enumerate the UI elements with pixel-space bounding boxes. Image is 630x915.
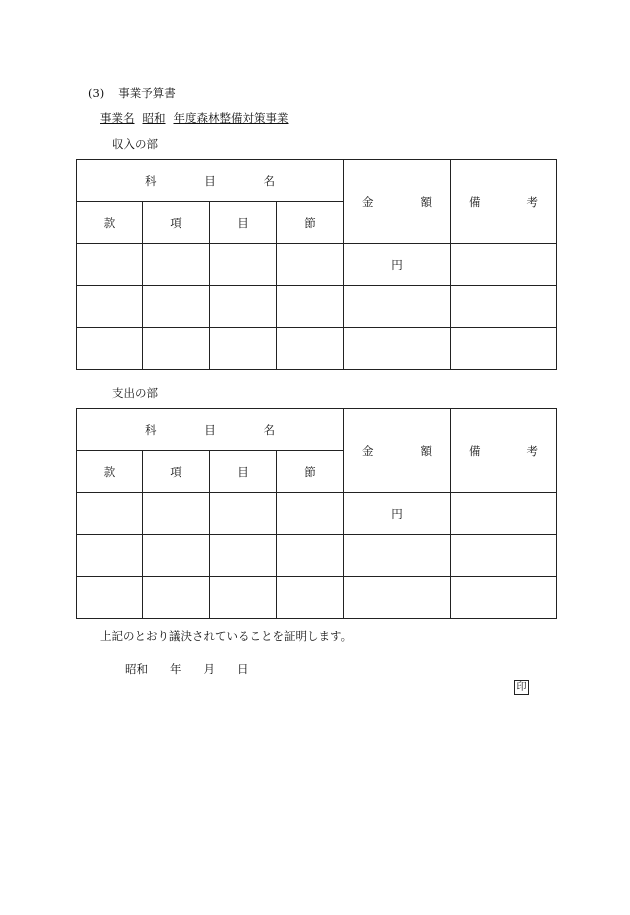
table-cell[interactable]: [77, 493, 143, 535]
table-cell[interactable]: [77, 577, 143, 619]
table-cell[interactable]: [451, 493, 557, 535]
kamoku-char-1: 科: [145, 173, 157, 188]
kamoku-char-3: 名: [263, 422, 275, 437]
date-day: 日: [237, 662, 249, 676]
table-cell[interactable]: [451, 286, 557, 328]
table-cell[interactable]: [277, 535, 344, 577]
income-table: [76, 159, 557, 370]
table-cell[interactable]: [451, 244, 557, 286]
table-cell[interactable]: [210, 328, 277, 370]
table-row: [77, 328, 557, 370]
income-section-label: 収入の部: [112, 137, 158, 151]
table-cell[interactable]: [143, 577, 210, 619]
moku-header: 目: [210, 202, 277, 244]
table-cell[interactable]: [344, 577, 451, 619]
date-year: 年: [170, 662, 182, 676]
project-name-line: [100, 110, 291, 126]
kamoku-char-1: 科: [145, 422, 157, 437]
table-cell[interactable]: [143, 286, 210, 328]
remarks-header: [451, 160, 557, 244]
table-cell[interactable]: [210, 535, 277, 577]
table-row: [77, 286, 557, 328]
section-title: 事業予算書: [118, 86, 176, 100]
section-heading: [88, 85, 176, 101]
table-cell[interactable]: [277, 577, 344, 619]
table-cell[interactable]: [277, 493, 344, 535]
expense-table: [76, 408, 557, 619]
table-cell[interactable]: [344, 535, 451, 577]
table-cell[interactable]: [77, 286, 143, 328]
table-row: [77, 535, 557, 577]
amount-char-2: 額: [420, 194, 432, 209]
table-cell[interactable]: [143, 244, 210, 286]
kamoku-char-2: 目: [204, 422, 216, 437]
amount-char-2: 額: [420, 443, 432, 458]
table-cell[interactable]: [210, 493, 277, 535]
seal-mark: 印: [514, 680, 529, 695]
table-cell[interactable]: [277, 244, 344, 286]
project-era: 昭和: [142, 111, 166, 125]
amount-cell-yen[interactable]: 円: [344, 493, 451, 535]
certification-text: 上記のとおり議決されていることを証明します。: [100, 629, 353, 643]
remarks-char-2: 考: [526, 194, 538, 209]
setsu-header: 節: [277, 451, 344, 493]
project-name: 年度森林整備対策事業: [173, 111, 289, 125]
table-cell[interactable]: [77, 244, 143, 286]
date-line: [125, 661, 249, 677]
table-row: [77, 577, 557, 619]
table-cell[interactable]: [210, 577, 277, 619]
kou-header: 項: [143, 451, 210, 493]
table-cell[interactable]: [210, 244, 277, 286]
table-row: [77, 493, 557, 535]
table-cell[interactable]: [451, 328, 557, 370]
table-cell[interactable]: [344, 328, 451, 370]
remarks-char-1: 備: [469, 194, 481, 209]
section-number: (3): [88, 86, 105, 100]
table-cell[interactable]: [277, 286, 344, 328]
table-row: [77, 244, 557, 286]
date-era: 昭和: [125, 662, 148, 676]
kamoku-header: [77, 409, 344, 451]
kou-header: 項: [143, 202, 210, 244]
table-cell[interactable]: [77, 328, 143, 370]
amount-char-1: 金: [362, 194, 374, 209]
kan-header: 款: [77, 202, 143, 244]
remarks-char-1: 備: [469, 443, 481, 458]
amount-cell-yen[interactable]: 円: [344, 244, 451, 286]
kamoku-char-3: 名: [263, 173, 275, 188]
amount-header: [344, 409, 451, 493]
table-cell[interactable]: [277, 328, 344, 370]
moku-header: 目: [210, 451, 277, 493]
project-label: 事業名: [100, 111, 135, 125]
table-cell[interactable]: [344, 286, 451, 328]
kamoku-char-2: 目: [204, 173, 216, 188]
table-cell[interactable]: [143, 535, 210, 577]
kamoku-header: [77, 160, 344, 202]
kan-header: 款: [77, 451, 143, 493]
remarks-char-2: 考: [526, 443, 538, 458]
amount-header: [344, 160, 451, 244]
table-cell[interactable]: [143, 493, 210, 535]
table-cell[interactable]: [451, 577, 557, 619]
date-month: 月: [203, 662, 215, 676]
remarks-header: [451, 409, 557, 493]
expense-section-label: 支出の部: [112, 386, 158, 400]
table-cell[interactable]: [77, 535, 143, 577]
setsu-header: 節: [277, 202, 344, 244]
amount-char-1: 金: [362, 443, 374, 458]
table-cell[interactable]: [451, 535, 557, 577]
table-cell[interactable]: [143, 328, 210, 370]
table-cell[interactable]: [210, 286, 277, 328]
